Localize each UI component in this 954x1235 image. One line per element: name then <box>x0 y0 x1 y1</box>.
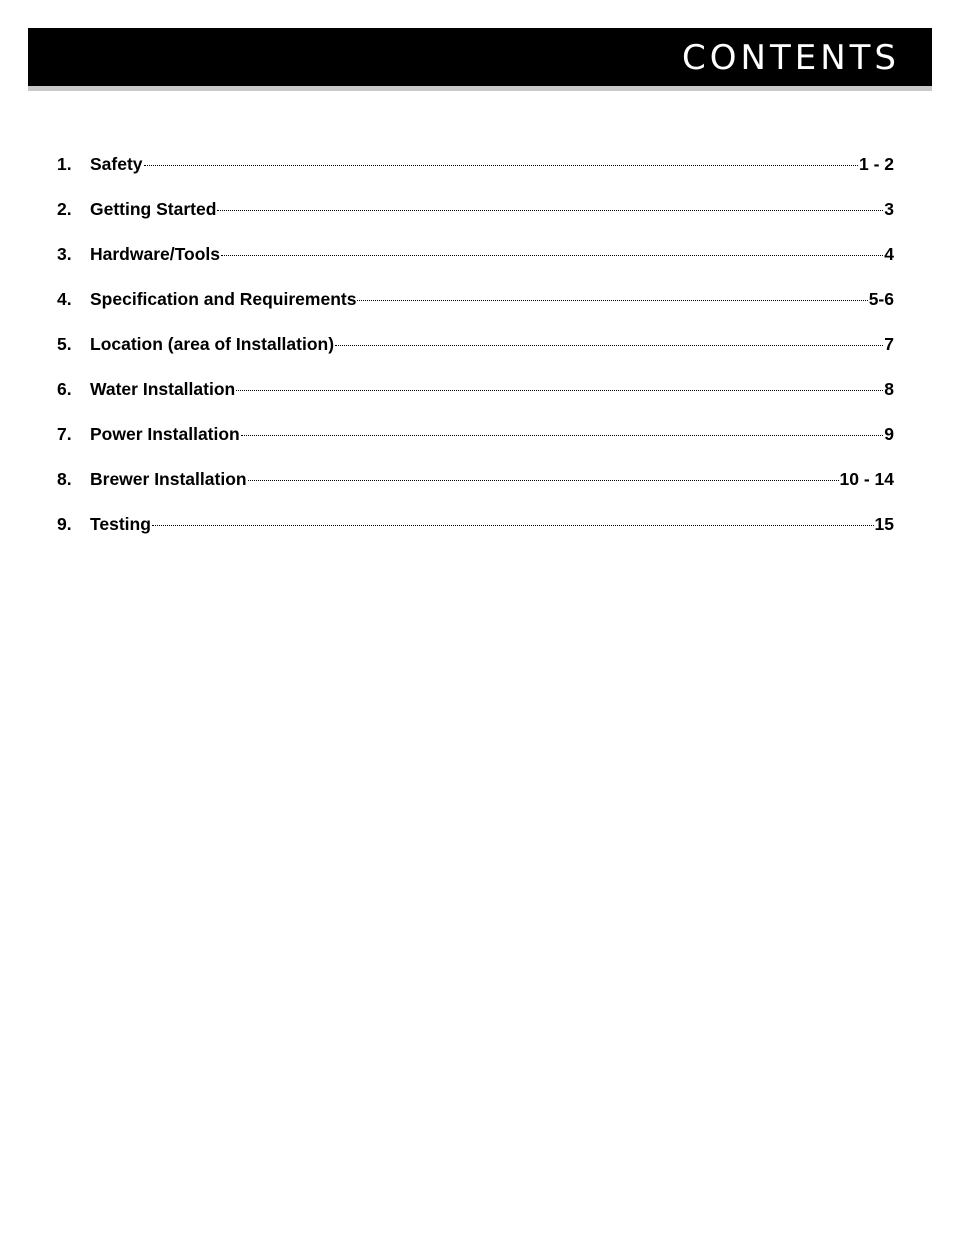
toc-item-page: 15 <box>874 514 894 534</box>
toc-item-title: Location (area of Installation) <box>90 334 335 354</box>
toc-item-number: 3. <box>57 244 72 264</box>
dotted-leader <box>221 255 883 256</box>
toc-item-title: Testing <box>90 514 151 534</box>
toc-item-getting-started[interactable] <box>57 196 894 241</box>
toc-item-number: 9. <box>57 514 72 534</box>
toc-item-title: Getting Started <box>90 199 217 219</box>
toc-item-page: 1 - 2 <box>858 154 894 174</box>
toc-item-location[interactable] <box>57 331 894 376</box>
toc-item-title: Power Installation <box>90 424 240 444</box>
toc-item-page: 5-6 <box>868 289 894 309</box>
toc-item-power-installation[interactable] <box>57 421 894 466</box>
dotted-leader <box>335 345 883 346</box>
toc-item-number: 4. <box>57 289 72 309</box>
toc-item-title: Water Installation <box>90 379 236 399</box>
toc-item-specification[interactable] <box>57 286 894 331</box>
page-title: CONTENTS <box>682 38 900 78</box>
toc-item-page: 4 <box>884 244 894 264</box>
toc-item-page: 7 <box>884 334 894 354</box>
toc-item-water-installation[interactable] <box>57 376 894 421</box>
toc-item-title: Safety <box>90 154 143 174</box>
toc-item-number: 7. <box>57 424 72 444</box>
toc-item-testing[interactable] <box>57 511 894 556</box>
dotted-leader <box>241 435 884 436</box>
dotted-leader <box>144 165 858 166</box>
toc-item-number: 6. <box>57 379 72 399</box>
dotted-leader <box>236 390 883 391</box>
toc-item-title: Specification and Requirements <box>90 289 357 309</box>
toc-item-title: Hardware/Tools <box>90 244 220 264</box>
header-bar <box>28 28 932 86</box>
toc-item-page: 9 <box>884 424 894 444</box>
toc-item-number: 1. <box>57 154 72 174</box>
dotted-leader <box>152 525 874 526</box>
toc-item-number: 8. <box>57 469 72 489</box>
toc-item-hardware-tools[interactable] <box>57 241 894 286</box>
toc-item-number: 2. <box>57 199 72 219</box>
toc-item-page: 10 - 14 <box>839 469 894 489</box>
header-divider <box>28 86 932 91</box>
dotted-leader <box>357 300 867 301</box>
toc-item-page: 8 <box>884 379 894 399</box>
toc-item-safety[interactable] <box>57 151 894 196</box>
dotted-leader <box>248 480 839 481</box>
toc-item-title: Brewer Installation <box>90 469 247 489</box>
toc-item-page: 3 <box>884 199 894 219</box>
dotted-leader <box>217 210 883 211</box>
toc-item-number: 5. <box>57 334 72 354</box>
toc-item-brewer-installation[interactable] <box>57 466 894 511</box>
table-of-contents <box>57 151 894 556</box>
